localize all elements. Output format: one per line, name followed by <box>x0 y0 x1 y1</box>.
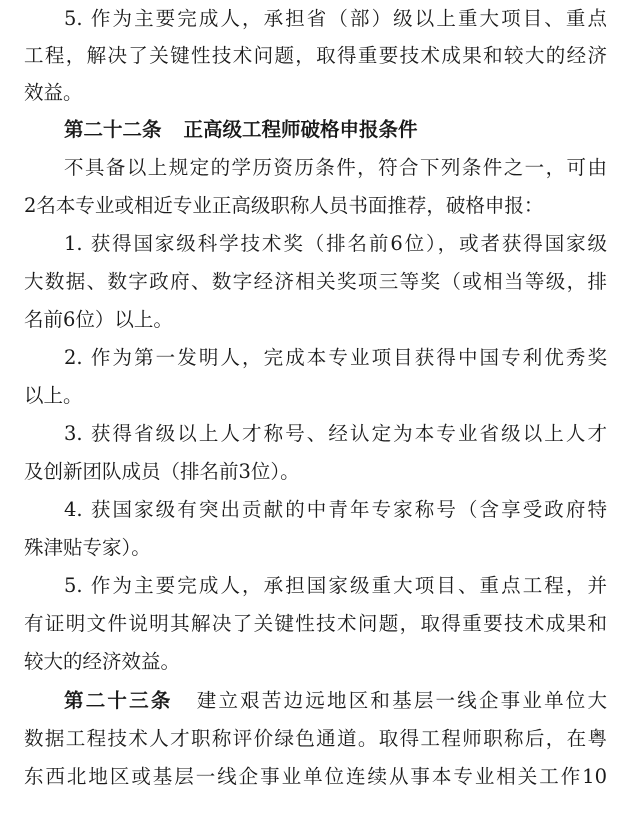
text-line: 2. 作为第一发明人，完成本专业项目获得中国专利优秀奖 <box>64 346 607 369</box>
text-line: 效益。 <box>24 81 83 104</box>
text-line: 有证明文件说明其解决了关键性技术问题，取得重要技术成果和 <box>24 612 607 635</box>
text-line: 工程，解决了关键性技术问题，取得重要技术成果和较大的经济 <box>24 44 607 67</box>
text-line: 较大的经济效益。 <box>24 650 181 673</box>
text-line: 1. 获得国家级科学技术奖（排名前6位），或者获得国家级 <box>64 232 607 255</box>
text-line: 东西北地区或基层一线企事业单位连续从事本专业相关工作10 <box>24 765 607 788</box>
text-line: 5. 作为主要完成人，承担国家级重大项目、重点工程，并 <box>64 574 607 597</box>
text-line: 5. 作为主要完成人，承担省（部）级以上重大项目、重点 <box>64 7 607 30</box>
text-line: 数据工程技术人才职称评价绿色通道。取得工程师职称后，在粤 <box>24 727 607 750</box>
article-number: 第二十三条 <box>64 689 173 712</box>
article-text: 建立艰苦边远地区和基层一线企事业单位大 <box>194 689 607 712</box>
article-22-heading <box>64 115 607 145</box>
article-23-first-line <box>64 686 607 716</box>
text-line: 4. 获国家级有突出贡献的中青年专家称号（含享受政府特 <box>64 498 607 521</box>
text-line: 及创新团队成员（排名前3位）。 <box>24 460 300 483</box>
text-line: 名前6位）以上。 <box>24 308 173 331</box>
text-line: 以上。 <box>24 384 83 407</box>
text-line: 2名本专业或相近专业正高级职称人员书面推荐，破格申报： <box>24 194 544 217</box>
text-line: 3. 获得省级以上人才称号、经认定为本专业省级以上人才 <box>64 422 607 445</box>
text-line: 大数据、数字政府、数字经济相关奖项三等奖（或相当等级，排 <box>24 270 607 293</box>
text-line: 不具备以上规定的学历资历条件，符合下列条件之一，可由 <box>64 156 607 179</box>
article-number: 第二十二条 <box>64 118 162 141</box>
text-line: 殊津贴专家）。 <box>24 536 151 559</box>
article-title: 正高级工程师破格申报条件 <box>183 118 418 141</box>
